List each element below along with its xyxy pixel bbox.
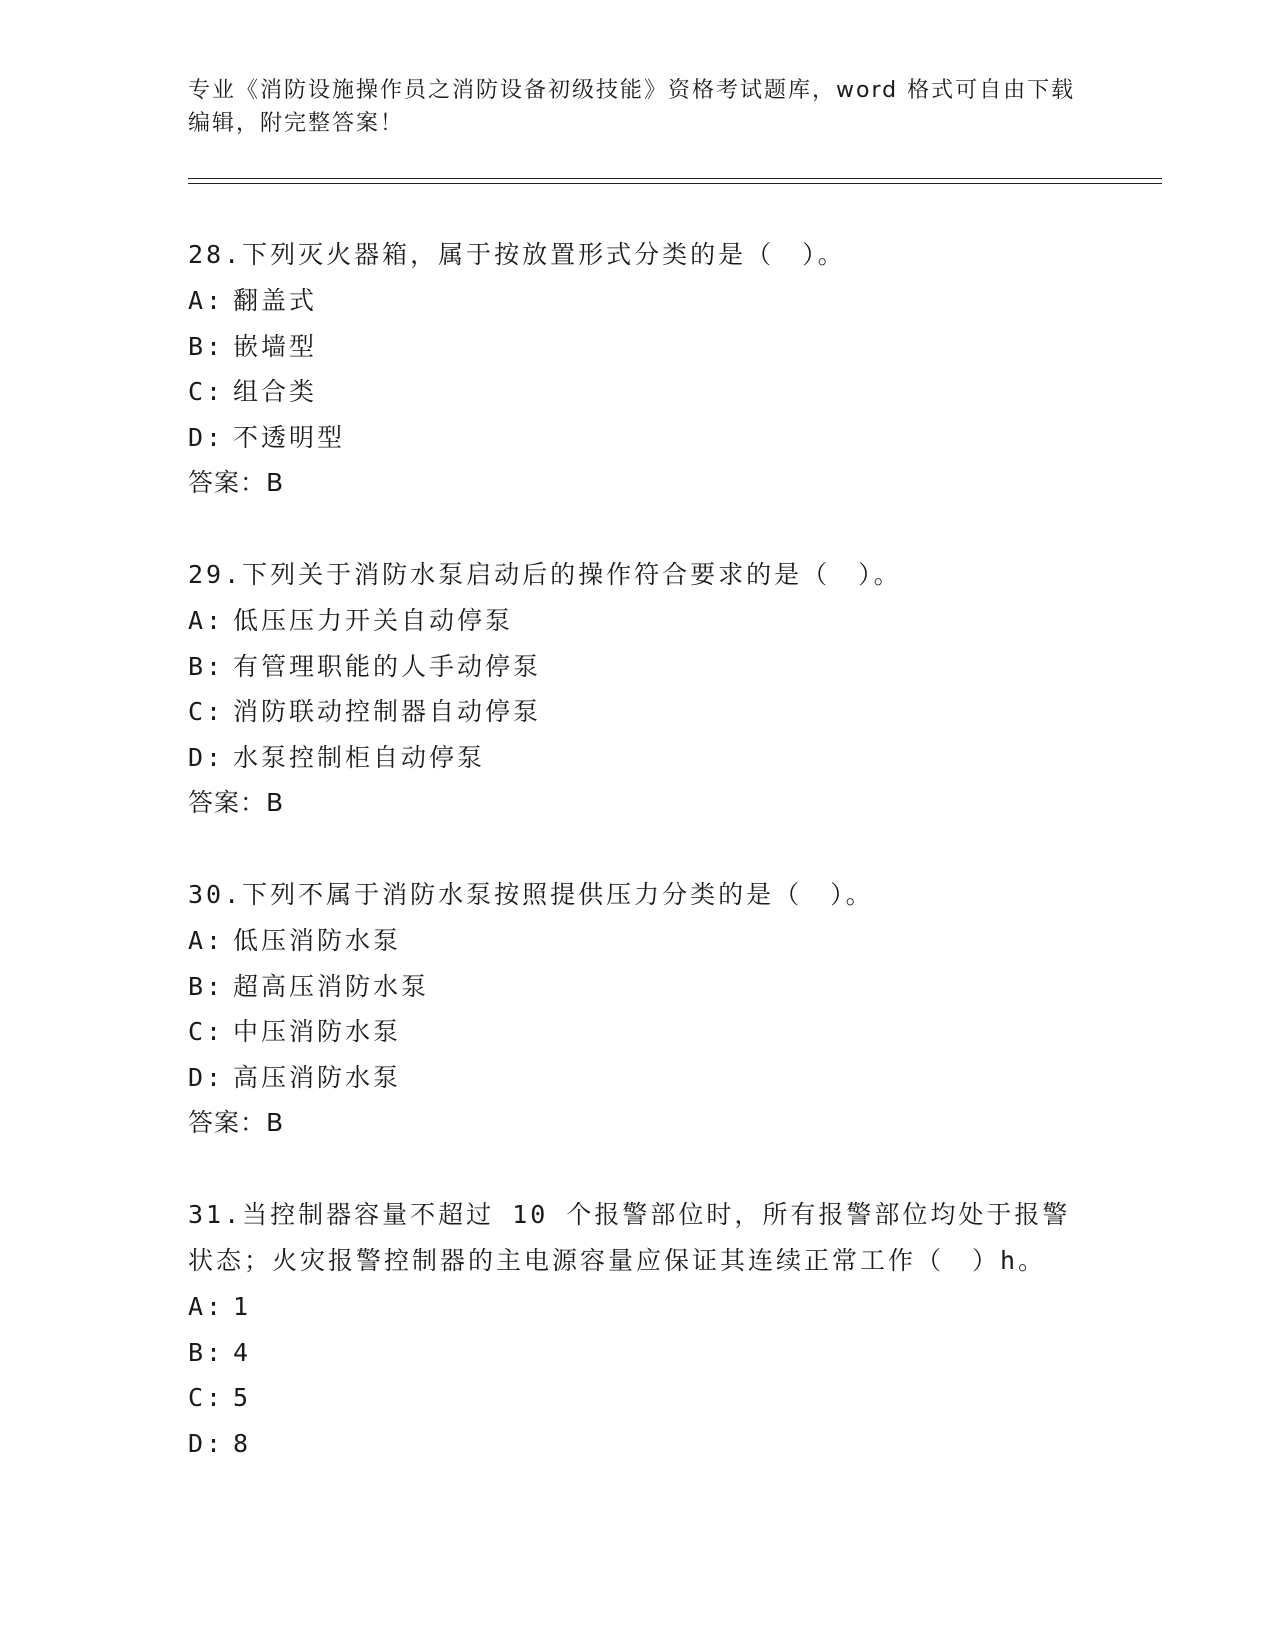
question-30 [188, 872, 1088, 1146]
option-letter: D: [188, 1062, 225, 1092]
question-stem: 29.下列关于消防水泵启动后的操作符合要求的是（ ）。 [188, 560, 902, 589]
option-letter: B: [188, 651, 225, 681]
option-b [188, 964, 1088, 1010]
question-29 [188, 552, 1088, 826]
option-a [188, 598, 1088, 644]
option-d [188, 1421, 1088, 1467]
document-header: 专业《消防设施操作员之消防设备初级技能》资格考试题库，word 格式可自由下载编辑，附完整答案！ [188, 78, 1076, 136]
option-text: 水泵控制柜自动停泵 [233, 742, 486, 772]
option-text: 组合类 [233, 377, 318, 406]
option-text: 低压压力开关自动停泵 [233, 606, 514, 635]
option-text: 中压消防水泵 [233, 1017, 402, 1046]
option-text: 高压消防水泵 [233, 1062, 402, 1092]
option-letter: C: [188, 1383, 225, 1412]
option-a [188, 278, 1088, 324]
question-stem: 31.当控制器容量不超过 10 个报警部位时，所有报警部位均处于报警状态；火灾报警控制器的主电源容量应保证其连续正常工作（ ）h。 [188, 1200, 1071, 1275]
option-text: 4 [233, 1337, 252, 1367]
option-letter: A: [188, 1292, 225, 1321]
question-31 [188, 1192, 1088, 1466]
option-d [188, 1055, 1088, 1101]
option-d [188, 735, 1088, 781]
option-letter: D: [188, 1428, 225, 1458]
option-text: 不透明型 [233, 422, 346, 452]
option-letter: A: [188, 606, 225, 635]
question-stem: 30.下列不属于消防水泵按照提供压力分类的是（ ）。 [188, 880, 874, 909]
option-text: 8 [233, 1428, 252, 1458]
answer-line: 答案：B [188, 1108, 285, 1137]
answer-line: 答案：B [188, 468, 285, 497]
question-28 [188, 232, 1088, 506]
option-text: 5 [233, 1383, 252, 1412]
option-text: 翻盖式 [233, 286, 318, 315]
option-d [188, 415, 1088, 461]
header-rule-top [188, 178, 1162, 179]
option-b [188, 1330, 1088, 1376]
option-a [188, 1284, 1088, 1330]
answer-line: 答案：B [188, 788, 285, 817]
option-text: 嵌墙型 [233, 331, 318, 361]
option-letter: B: [188, 331, 225, 361]
option-text: 消防联动控制器自动停泵 [233, 697, 542, 726]
option-text: 有管理职能的人手动停泵 [233, 651, 542, 681]
option-text: 低压消防水泵 [233, 926, 402, 955]
option-letter: C: [188, 377, 225, 406]
option-letter: C: [188, 697, 225, 726]
option-b [188, 644, 1088, 690]
option-a [188, 918, 1088, 964]
option-text: 1 [233, 1292, 252, 1321]
option-text: 超高压消防水泵 [233, 971, 430, 1001]
option-letter: C: [188, 1017, 225, 1046]
option-b [188, 324, 1088, 370]
option-letter: B: [188, 1337, 225, 1367]
option-letter: A: [188, 286, 225, 315]
question-stem: 28.下列灭火器箱，属于按放置形式分类的是（ ）。 [188, 240, 846, 269]
option-letter: D: [188, 742, 225, 772]
option-letter: D: [188, 422, 225, 452]
option-c [188, 1009, 1088, 1055]
header-rule-bottom [188, 183, 1162, 184]
option-letter: B: [188, 971, 225, 1001]
option-c [188, 1375, 1088, 1421]
option-c [188, 369, 1088, 415]
option-letter: A: [188, 926, 225, 955]
option-c [188, 689, 1088, 735]
